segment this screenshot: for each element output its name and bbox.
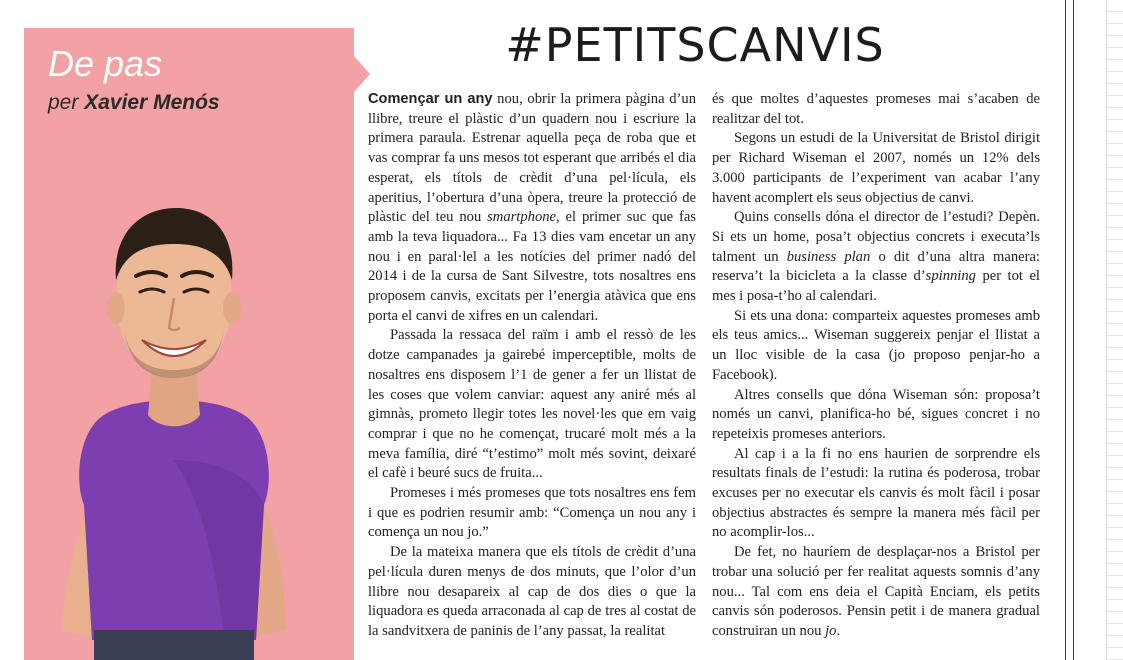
text-run: De fet, no hauríem de desplaçar-nos a Bristol per trobar una solució per fer realitat aquests somnis d’any nou... Tal com ens deia el Capità Enciam, els petits canvis són poderosos. Pensin petit i de manera gradual construiran un nou bbox=[712, 544, 1040, 639]
paragraph bbox=[712, 543, 1040, 642]
byline bbox=[48, 91, 220, 115]
page-rule bbox=[1073, 0, 1074, 660]
paragraph: Passada la ressaca del raïm i amb el ressò de les dotze campanades ja gairebé imperceptible, molts de nosaltres ens disposem l’1 de gener a fer un llistat de les coses que volem canviar: aquest any aniré més al gimnàs, prometo llegir totes les novel·les que em vaig comprar i que no he començat, trucaré molt més a la meva família, diré “t’estimo” molt més sovint, deixaré el cafè i beuré sucs de fruita... bbox=[368, 327, 696, 482]
text-run: per tot el mes i posa-t’ho al calendari. bbox=[712, 268, 1040, 305]
paragraph: Promeses i més promeses que tots nosaltres ens fem i que es podrien resumir amb: “Comença un nou any i comença un nou jo.” bbox=[368, 485, 696, 541]
article-column-2 bbox=[712, 90, 1040, 650]
text-run: nou, obrir la primera pàgina d’un llibre, treure el plàstic d’un quadern nou i escriure la primera paraula. Estrenar aquella peça de roba que et vas comprar fa uns mesos tot esperant que arribés el dia esperat, els títols de crèdit d’una pel·lícula, els aperitius, l’obertura d’una òpera, treure la protecció de plàstic del teu nou bbox=[368, 91, 696, 226]
lead-in: Començar un any bbox=[368, 91, 493, 107]
text-run: , el primer suc que fas amb la teva liquadora... Fa 13 dies vam encetar un any nou i en paral·lel a les notícies del primer nadó del 2014 i de la cursa de Sant Silvestre, tots nosaltres ens proposem canvis, excitats per l’energia atàvica que ens porta el canvi de xifres en un calendari. bbox=[368, 209, 696, 324]
author-name: Xavier Menós bbox=[84, 91, 220, 114]
photo-right-ear bbox=[223, 292, 241, 324]
text-run: Quins consells dóna el director de l’estudi? Depèn. Si ets un home, posa’t objectius concrets i executa’ls talment un bbox=[712, 209, 1040, 265]
paragraph: Si ets una dona: comparteix aquestes promeses amb els teus amics... Wiseman suggereix penjar el llistat a un lloc visible de la casa (jo proposo penjar-ho a Facebook). bbox=[712, 307, 1040, 383]
paragraph: Al cap i a la fi no ens haurien de sorprendre els resultats finals de l’estudi: la rutina és poderosa, trobar excuses per no executar els canvis és molt fàcil i posar objectius abstractes és sempre la manera més fàcil per no acomplir-los... bbox=[712, 445, 1040, 541]
paragraph bbox=[712, 208, 1040, 307]
article-headline: #PETITSCANVIS bbox=[505, 18, 885, 72]
photo-left-ear bbox=[107, 292, 125, 324]
text-emphasis: jo bbox=[825, 622, 837, 639]
man-illustration bbox=[62, 208, 286, 660]
photo-neck bbox=[148, 370, 200, 426]
paragraph: Altres consells que dóna Wiseman són: proposa’t només un canvi, planifica-ho bé, sigues concret i no repeteixis promeses anteriors. bbox=[712, 386, 1040, 442]
section-panel-notch bbox=[354, 56, 370, 92]
page-edge-stack bbox=[1106, 0, 1123, 660]
paragraph bbox=[368, 90, 696, 326]
author-photo bbox=[24, 160, 324, 660]
article-column-1 bbox=[368, 90, 696, 650]
paragraph: De la mateixa manera que els títols de crèdit d’una pel·lícula duren menys de dos minuts, que l’olor d’un llibre nou desapareix al cap de dos dies o que la liquadora es queda arraconada al cap de tres al costat de la sandvitxera de paninis de l’any passat, la realitat bbox=[368, 544, 696, 639]
photo-jeans bbox=[94, 630, 254, 660]
text-emphasis: spinning bbox=[925, 268, 976, 285]
byline-prefix: per bbox=[48, 91, 79, 114]
page-rule bbox=[1106, 0, 1107, 660]
text-emphasis: smartphone bbox=[487, 209, 557, 226]
paragraph: Segons un estudi de la Universitat de Bristol dirigit per Richard Wiseman el 2007, només un 12% dels 3.000 participants de l’experiment van acabar l’any havent acomplert els seus objectius de canvi. bbox=[712, 130, 1040, 206]
section-title: De pas bbox=[48, 43, 163, 84]
text-run: . bbox=[836, 622, 841, 639]
text-run: o dit d’una altra manera: reserva’t la bicicleta a la classe d’ bbox=[712, 248, 1040, 285]
text-emphasis: business plan bbox=[786, 248, 871, 265]
paragraph: és que moltes d’aquestes promeses mai s’acaben de realitzar del tot. bbox=[712, 91, 1040, 127]
page-rule bbox=[1065, 0, 1066, 660]
